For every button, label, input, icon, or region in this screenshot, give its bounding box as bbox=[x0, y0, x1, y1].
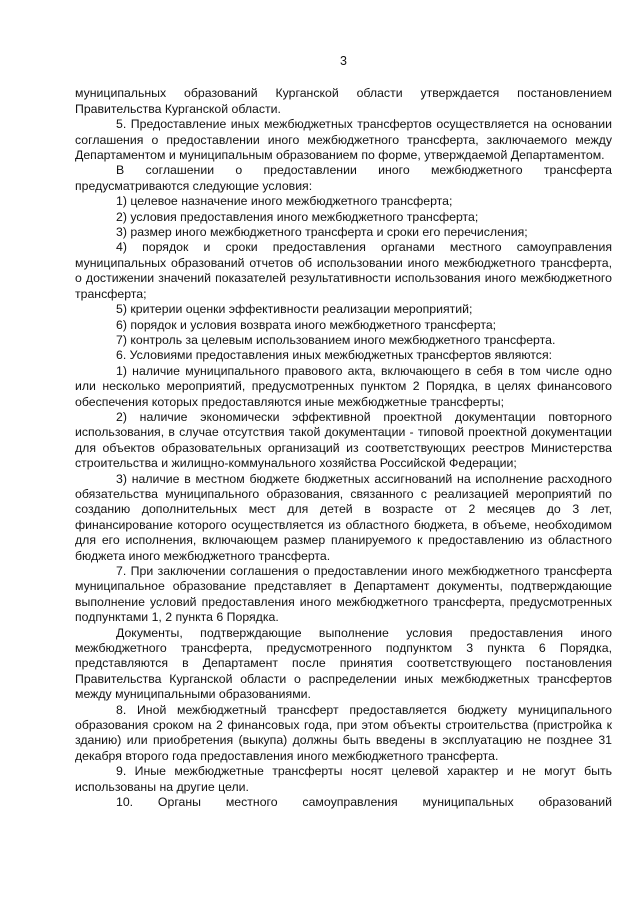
paragraph: 10. Органы местного самоуправления муниципальных образований bbox=[116, 795, 612, 810]
paragraph: 6. Условиями предоставления иных межбюджетных трансфертов являются: bbox=[116, 348, 553, 363]
paragraph: 6) порядок и условия возврата иного межбюджетного трансферта; bbox=[116, 317, 497, 332]
paragraph: 5. Предоставление иных межбюджетных трансфертов осуществляется на основании соглашения о предоставлении иного межбюджетного трансферта, заключаемого между Департаментом и муниципальным образованием по форме, утверждаемой Департаментом. bbox=[75, 117, 612, 163]
paragraph: муниципальных образований Курганской области утверждается постановлением Правительства Курганской области. bbox=[75, 86, 612, 116]
paragraph: 2) условия предоставления иного межбюджетного трансферта; bbox=[116, 209, 479, 224]
paragraph: 2) наличие экономически эффективной проектной документации повторного использования, в случае отсутствия такой документации - типовой проектной документации для объектов образовательных организаций из соответствующих реестров Министерства строительства и жилищно-коммунального хозяйства Российской Федерации; bbox=[75, 409, 612, 471]
document-body bbox=[75, 86, 612, 810]
paragraph: 1) целевое назначение иного межбюджетного трансферта; bbox=[116, 194, 453, 209]
paragraph: 9. Иные межбюджетные трансферты носят целевой характер и не могут быть использованы на другие цели. bbox=[75, 764, 612, 794]
paragraph: 3) размер иного межбюджетного трансферта и сроки его перечисления; bbox=[116, 225, 528, 240]
paragraph: В соглашении о предоставлении иного межбюджетного трансферта предусматриваются следующие условия: bbox=[75, 163, 612, 193]
document-page bbox=[75, 54, 612, 811]
paragraph: 3) наличие в местном бюджете бюджетных ассигнований на исполнение расходного обязательства муниципального образования, связанного с реализацией мероприятий по созданию дополнительных мест для детей в возрасте от 2 месяцев до 3 лет, финансирование которого осуществляется из областного бюджета, в объеме, необходимом для его исполнения, включающем размер планируемого к предоставлению из областного бюджета иного межбюджетного трансферта. bbox=[75, 471, 612, 563]
paragraph: 5) критерии оценки эффективности реализации мероприятий; bbox=[116, 302, 473, 317]
paragraph: 1) наличие муниципального правового акта, включающего в себя в том числе одно или несколько мероприятий, предусмотренных пунктом 2 Порядка, в целях финансового обеспечения которых предоставляются иные межбюджетные трансферты; bbox=[75, 363, 612, 409]
paragraph: 7. При заключении соглашения о предоставлении иного межбюджетного трансферта муниципальное образование представляет в Департамент документы, подтверждающие выполнение условий предоставления иного межбюджетного трансферта, предусмотренных подпунктами 1, 2 пункта 6 Порядка. bbox=[75, 564, 612, 625]
page-number: 3 bbox=[340, 54, 347, 68]
paragraph: 7) контроль за целевым использованием иного межбюджетного трансферта. bbox=[116, 332, 556, 347]
paragraph: 4) порядок и сроки предоставления органами местного самоуправления муниципальных образований отчетов об использовании иного межбюджетного трансферта, о достижении значений показателей результативности использования иного межбюджетного трансферта; bbox=[75, 240, 612, 301]
paragraph: 8. Иной межбюджетный трансферт предоставляется бюджету муниципального образования сроком на 2 финансовых года, при этом объекты строительства (пристройка к зданию) или приобретения (выкупа) должны быть введены в эксплуатацию не позднее 31 декабря второго года предоставления иного межбюджетного трансферта. bbox=[75, 702, 612, 763]
paragraph: Документы, подтверждающие выполнение условия предоставления иного межбюджетного трансферта, предусмотренного подпунктом 3 пункта 6 Порядка, представляются в Департамент после принятия соответствующего постановления Правительства Курганской области о распределении иных межбюджетных трансфертов между муниципальными образованиями. bbox=[75, 625, 612, 702]
